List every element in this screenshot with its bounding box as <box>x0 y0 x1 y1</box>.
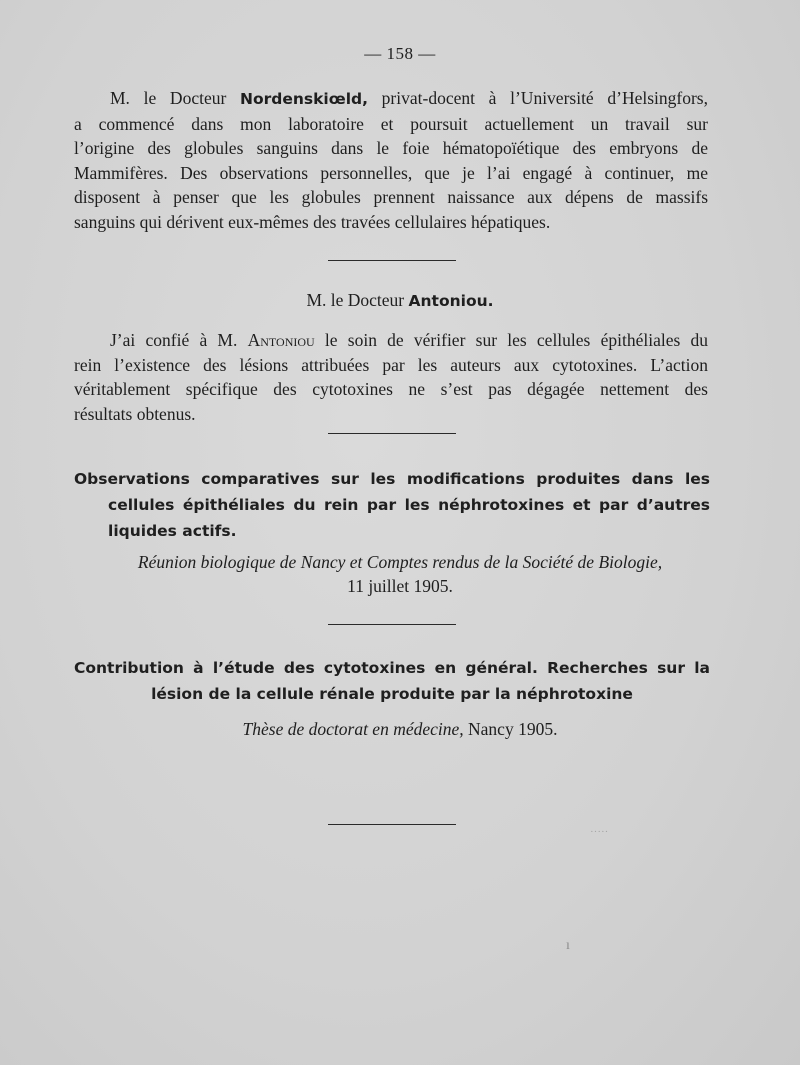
paragraph-line: l’origine des globules sanguins dans le foie hématopoïétique des embryons de <box>74 138 708 158</box>
name-nordenskiold: Nordenskiœld, <box>239 90 368 108</box>
observations-reference <box>0 550 800 598</box>
separator-rule <box>328 624 456 625</box>
line-text: J’ai confié à M. <box>110 330 248 350</box>
contribution-reference <box>0 717 800 741</box>
name-antoniou: Antoniou. <box>408 292 494 310</box>
antoniou-paragraph <box>74 328 708 426</box>
reference-place-year: Nancy 1905. <box>463 719 558 739</box>
paragraph-line: sanguins qui dérivent eux-mêmes des travées cellulaires hépatiques. <box>74 211 551 232</box>
scan-speck: ····· <box>590 826 609 838</box>
paragraph-line: a commencé dans mon laboratoire et poursuit actuellement un travail sur <box>74 113 708 134</box>
title-line: Contribution à l’étude des cytotoxines en général. Recherches sur la <box>74 659 710 677</box>
paragraph-line: véritablement spécifique des cytotoxines ne s’est pas dégagée nettement des <box>74 379 708 399</box>
separator-rule <box>328 824 456 825</box>
paragraph-line: disposent à penser que les globules prennent naissance aux dépens de massifs <box>74 187 708 207</box>
line-text: privat-docent à l’Université d’Helsingfors, <box>368 88 708 108</box>
title-line: cellules épithéliales du rein par les néphrotoxines et par d’autres <box>108 496 710 514</box>
scan-speck: ı <box>566 938 570 953</box>
separator-rule <box>328 433 456 434</box>
page-number: — 158 — <box>364 44 436 63</box>
nordenskiold-paragraph <box>74 86 708 234</box>
line-text: le soin de vérifier sur les cellules épithéliales du <box>314 330 708 350</box>
reference-source: Thèse de doctorat en médecine, <box>242 719 464 739</box>
name-smallcaps: Antoniou <box>247 330 315 350</box>
separator-rule <box>328 260 456 261</box>
reference-source: Réunion biologique de Nancy et Comptes rendus de la Société de Biologie, <box>137 552 663 572</box>
title-line: Observations comparatives sur les modifications produites dans les <box>74 470 710 488</box>
title-line: liquides actifs. <box>108 522 237 540</box>
title-line: lésion de la cellule rénale produite par la néphrotoxine <box>151 685 633 703</box>
paragraph-line: résultats obtenus. <box>74 403 196 424</box>
observations-title <box>74 466 710 544</box>
paragraph-line <box>74 86 708 112</box>
heading-text: M. le Docteur <box>306 290 409 310</box>
reference-date: 11 juillet 1905. <box>347 576 453 596</box>
line-text: M. le Docteur <box>110 88 240 108</box>
paragraph-line: Mammifères. Des observations personnelles, que je l’ai engagé à continuer, me <box>74 162 708 183</box>
paragraph-line: rein l’existence des lésions attribuées par les auteurs aux cytotoxines. L’action <box>74 354 708 375</box>
contribution-title <box>74 655 710 707</box>
paragraph-line <box>74 328 708 353</box>
antoniou-heading <box>0 290 800 311</box>
